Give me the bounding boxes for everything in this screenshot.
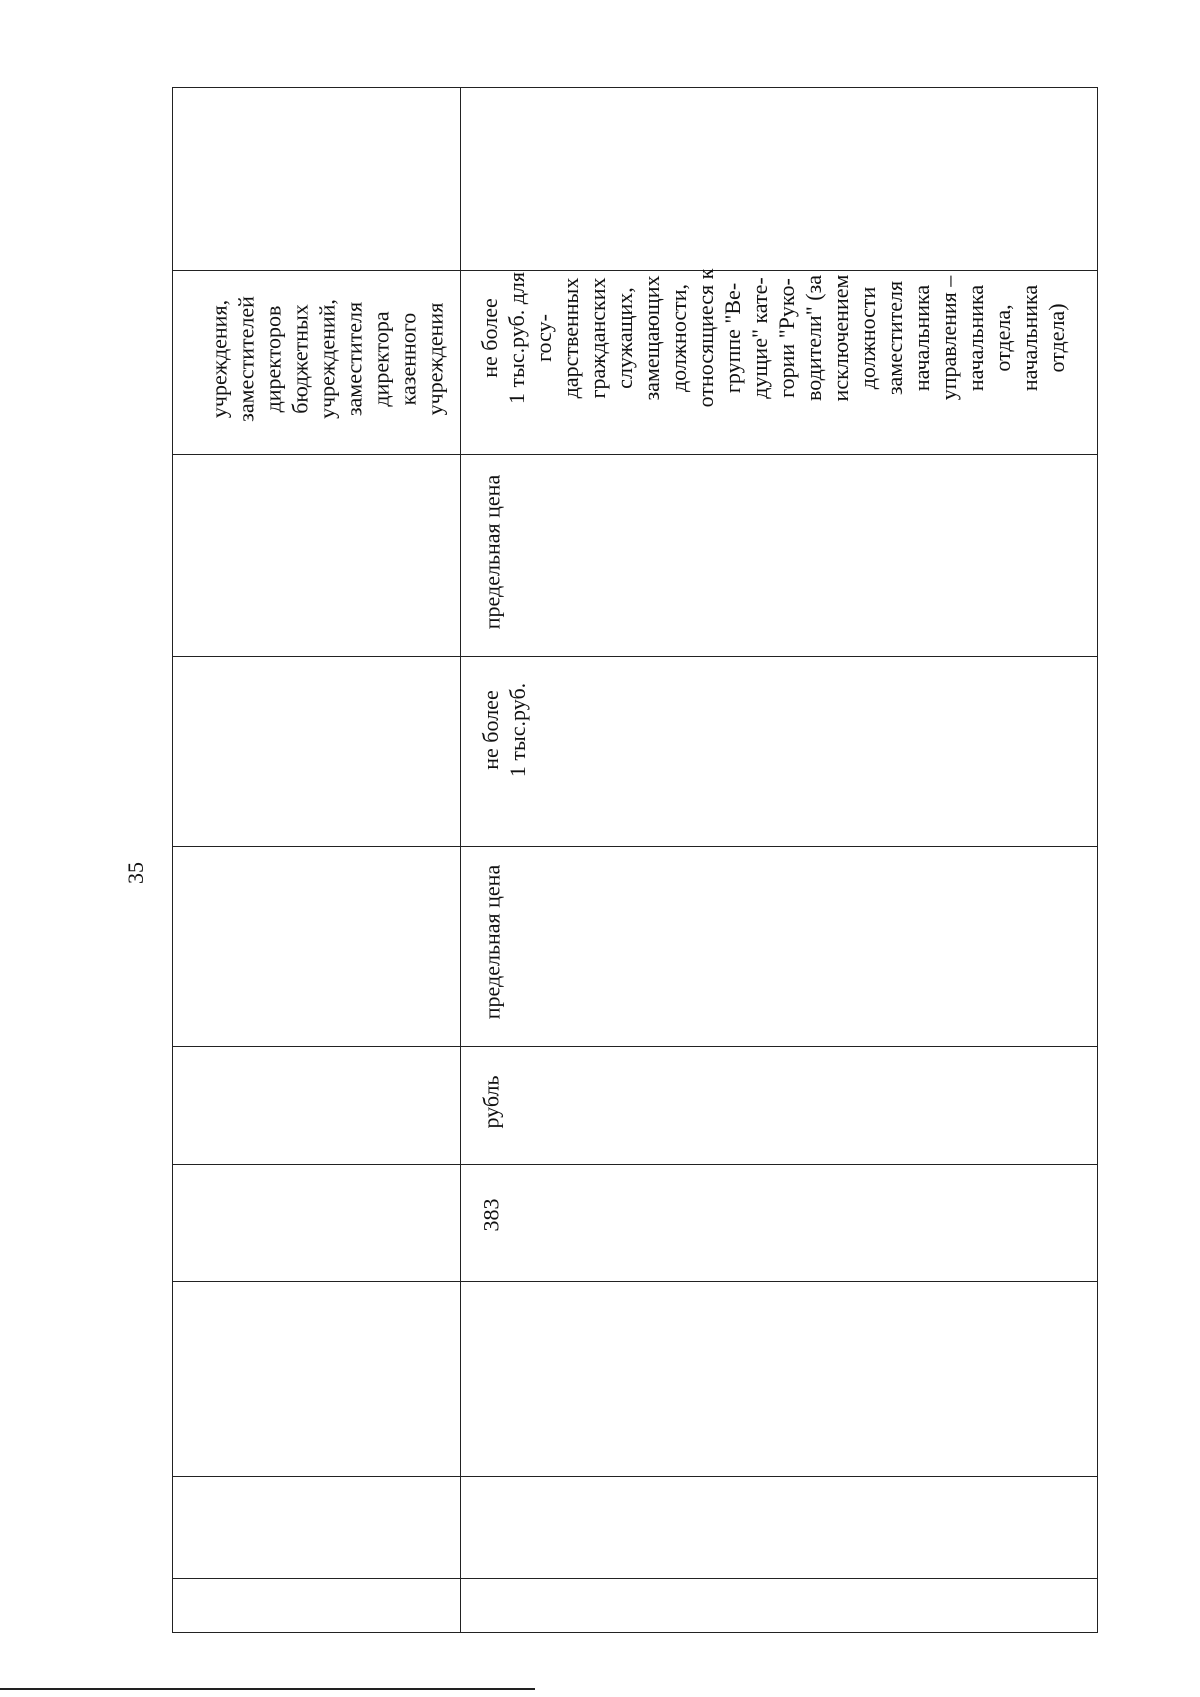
table-cell-text: учреждения, заместителей директоров бюджетных учреждений, заместителя директора казенного учреждения (206, 296, 448, 422)
row-divider (172, 1578, 1098, 1579)
row-divider (172, 454, 1098, 455)
row-divider (172, 1476, 1098, 1477)
page-number: 35 (123, 862, 148, 884)
table-border-bottom (172, 1632, 1098, 1633)
table-cell-text: 383 (478, 1198, 504, 1232)
row-divider (172, 1164, 1098, 1165)
table-cell-text: предельная цена (479, 864, 505, 1020)
table-cell-text: не более 1 тыс.руб. (478, 682, 530, 778)
row-divider (172, 846, 1098, 847)
table-cell-text: рубль (478, 1075, 504, 1129)
table-border-top (172, 87, 1098, 88)
table-border-left (172, 87, 173, 1632)
table-cell-text: предельная цена (479, 474, 505, 630)
column-divider (460, 87, 461, 1632)
footer-rule (0, 1688, 535, 1690)
row-divider (172, 1281, 1098, 1282)
row-divider (172, 1046, 1098, 1047)
table-border-right (1097, 87, 1098, 1632)
table-cell-text: не более 1 тыс.руб. для госу- дарственных гражданских служащих, замещающих должности, относящиеся к группе "Ве- дущие" кате- гории "Руко- водители" (за исключением должности заместителя начальника управления – начальника отдела, начальника отдела) (477, 268, 1069, 408)
row-divider (172, 656, 1098, 657)
